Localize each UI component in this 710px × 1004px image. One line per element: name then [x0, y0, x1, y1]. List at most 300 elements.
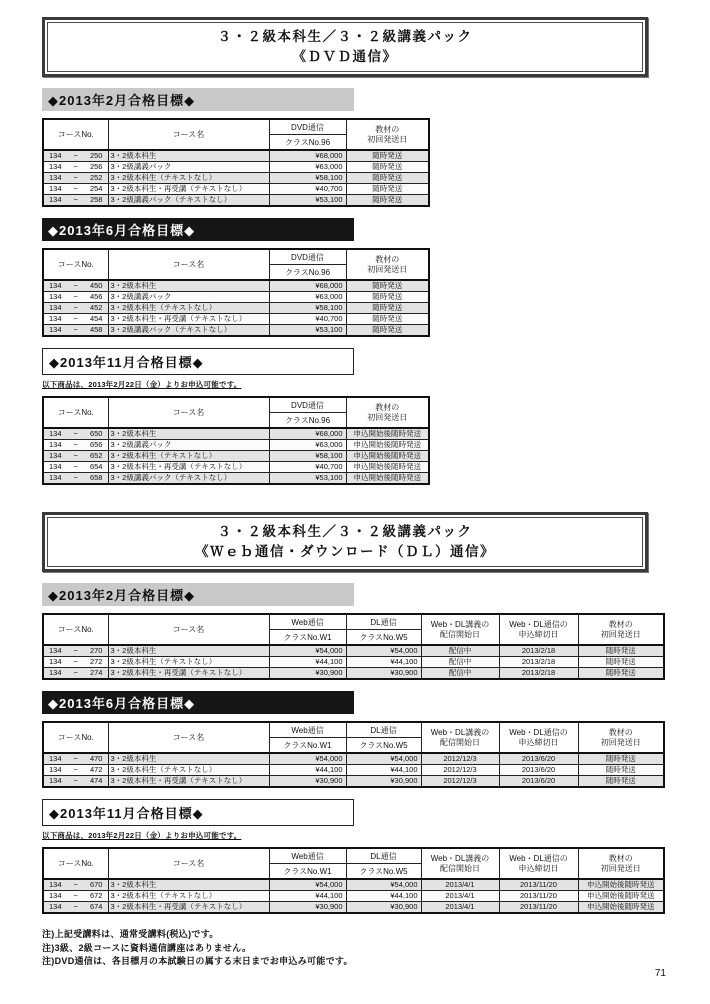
table-wrap: [42, 396, 710, 485]
apply-deadline-cell: 2013/2/18: [499, 645, 578, 657]
web-class-no-header: [269, 738, 346, 754]
header-text: コースNo.: [57, 130, 94, 140]
table-wrap: [42, 721, 710, 788]
shipping-cell: 随時発送: [346, 303, 429, 314]
web-title-inner: [47, 517, 643, 567]
web-price-cell: ¥30,900: [269, 776, 346, 788]
dvd-price-cell: ¥63,000: [269, 292, 346, 303]
dvd_section-table-2: [42, 396, 430, 485]
apply-deadline-cell: 2013/6/20: [499, 753, 578, 765]
web_section-availability-note-2: 以下商品は、2013年2月22日（金）よりお申込可能です。: [42, 831, 242, 841]
course-no-cell: [43, 303, 108, 314]
course-no-text: 134 − 270: [49, 646, 103, 656]
web-price-cell: ¥54,000: [269, 879, 346, 891]
header-text: 教材の: [608, 853, 633, 863]
course-name-cell: 3・2級本科生（テキストなし）: [108, 765, 269, 776]
dl-price-cell: ¥30,900: [346, 668, 421, 680]
footnote-2: 注)DVD通信は、各目標月の本試験日の属する末日までお申込み可能です。: [42, 956, 353, 967]
shipping-header: [578, 614, 664, 645]
shipping-cell: 随時発送: [346, 195, 429, 207]
table-row: [43, 173, 429, 184]
course-no-text: 134 − 650: [49, 429, 103, 439]
course-no-text: 134 − 258: [49, 195, 103, 205]
course-name-cell: 3・2級本科生: [108, 645, 269, 657]
shipping-cell: 随時発送: [346, 184, 429, 195]
stream-start-cell: 2012/12/3: [421, 765, 499, 776]
course-name-cell: 3・2級本科生（テキストなし）: [108, 451, 269, 462]
stream-start-cell: 2013/4/1: [421, 879, 499, 891]
web-price-cell: ¥44,100: [269, 765, 346, 776]
web_section-goal-bar-1: ◆2013年6月合格目標◆: [42, 691, 354, 714]
course-no-text: 134 − 274: [49, 668, 103, 678]
table-row: [43, 303, 429, 314]
dl-price-cell: ¥44,100: [346, 765, 421, 776]
course-name-cell: 3・2級本科生: [108, 280, 269, 292]
web-title-line2: 《Ｗｅｂ通信・ダウンロード（ＤＬ）通信》: [195, 543, 495, 559]
shipping-header: [578, 722, 664, 753]
web-delivery-header: [269, 722, 346, 738]
header-text: クラスNo.W1: [283, 632, 332, 642]
shipping-cell: 随時発送: [346, 325, 429, 337]
dl-price-cell: ¥44,100: [346, 657, 421, 668]
course-no-cell: [43, 473, 108, 485]
header-text: コースNo.: [57, 408, 94, 418]
table-row: [43, 657, 664, 668]
course-name-cell: 3・2級本科生: [108, 879, 269, 891]
class-no-header: [269, 265, 346, 281]
shipping-cell: 随時発送: [578, 645, 664, 657]
header-text: DL通信: [370, 725, 397, 735]
course-no-text: 134 − 450: [49, 281, 103, 291]
course-no-cell: [43, 173, 108, 184]
dl-delivery-header: [346, 614, 421, 630]
dvd-price-cell: ¥68,000: [269, 428, 346, 440]
dvd-price-cell: ¥53,100: [269, 195, 346, 207]
shipping-cell: 随時発送: [578, 753, 664, 765]
table-row: [43, 879, 664, 891]
course-name-cell: 3・2級本科生（テキストなし）: [108, 657, 269, 668]
course-no-text: 134 − 454: [49, 314, 103, 324]
header-row-1: [43, 397, 429, 413]
header-text: Web・DL通信の: [509, 853, 568, 863]
course-name-cell: 3・2級講義パック: [108, 292, 269, 303]
header-text: Web通信: [291, 725, 324, 735]
table-row: [43, 753, 664, 765]
course-no-header: [43, 119, 108, 150]
header-text: コース名: [172, 733, 205, 743]
header-row-1: [43, 249, 429, 265]
course-name-cell: 3・2級本科生（テキストなし）: [108, 303, 269, 314]
web-price-cell: ¥54,000: [269, 753, 346, 765]
header-text: Web通信: [291, 851, 324, 861]
web_section-table-0: [42, 613, 665, 680]
shipping-cell: 随時発送: [578, 776, 664, 788]
course-no-cell: [43, 195, 108, 207]
apply-deadline-cell: 2013/2/18: [499, 668, 578, 680]
apply-deadline-header: [499, 848, 578, 879]
course-name-cell: 3・2級講義パック（テキストなし）: [108, 473, 269, 485]
header-text: DVD通信: [291, 400, 324, 410]
course-name-header: [108, 249, 269, 280]
course-no-text: 134 − 458: [49, 325, 103, 335]
web-title-line1: ３・２級本科生／３・２級講義パック: [217, 524, 473, 540]
course-name-header: [108, 848, 269, 879]
header-text: 初回発送日: [367, 264, 408, 274]
header-text: DVD通信: [291, 252, 324, 262]
course-no-cell: [43, 765, 108, 776]
web-price-cell: ¥44,100: [269, 891, 346, 902]
dvd-price-cell: ¥63,000: [269, 440, 346, 451]
shipping-header: [346, 397, 429, 428]
header-text: Web・DL通信の: [509, 727, 568, 737]
header-text: クラスNo.W1: [283, 740, 332, 750]
dvd-title-line2: 《ＤＶＤ通信》: [292, 48, 398, 64]
header-text: コース名: [172, 625, 205, 635]
header-text: DL通信: [370, 617, 397, 627]
footnote-0: 注)上記受講料は、通常受講料(税込)です。: [42, 929, 219, 940]
table-row: [43, 902, 664, 914]
course-no-cell: [43, 776, 108, 788]
course-no-text: 134 − 470: [49, 754, 103, 764]
stream-start-cell: 配信中: [421, 645, 499, 657]
dvd-price-cell: ¥53,100: [269, 473, 346, 485]
course-name-cell: 3・2級本科生・再受講（テキストなし）: [108, 902, 269, 914]
header-text: クラスNo.W5: [359, 740, 408, 750]
course-name-header: [108, 722, 269, 753]
table-row: [43, 891, 664, 902]
header-text: 配信開始日: [440, 863, 480, 873]
web-price-cell: ¥44,100: [269, 657, 346, 668]
header-text: 初回発送日: [600, 629, 641, 639]
course-no-cell: [43, 325, 108, 337]
course-name-cell: 3・2級本科生: [108, 753, 269, 765]
header-text: 教材の: [608, 619, 633, 629]
dvd-section: [42, 17, 710, 485]
apply-deadline-cell: 2013/11/20: [499, 879, 578, 891]
table-wrap: [42, 613, 710, 680]
web-delivery-header: [269, 614, 346, 630]
dvd_section-goal-bar-1: ◆2013年6月合格目標◆: [42, 218, 354, 241]
course-no-text: 134 − 670: [49, 880, 103, 890]
dvd-price-cell: ¥53,100: [269, 325, 346, 337]
stream-start-header: [421, 722, 499, 753]
course-no-text: 134 − 656: [49, 440, 103, 450]
header-text: クラスNo.96: [284, 415, 331, 425]
dvd-delivery-header: [269, 119, 346, 135]
dvd-delivery-header: [269, 397, 346, 413]
apply-deadline-cell: 2013/2/18: [499, 657, 578, 668]
web_section-goal-bar-2: ◆2013年11月合格目標◆: [42, 799, 354, 826]
course-no-text: 134 − 252: [49, 173, 103, 183]
course-no-text: 134 − 456: [49, 292, 103, 302]
shipping-cell: 随時発送: [346, 173, 429, 184]
course-name-cell: 3・2級本科生: [108, 428, 269, 440]
header-text: クラスNo.W1: [283, 866, 332, 876]
dvd-price-cell: ¥58,100: [269, 303, 346, 314]
shipping-cell: 申込開始後随時発送: [346, 473, 429, 485]
section-gap: [42, 485, 710, 512]
course-name-cell: 3・2級講義パック（テキストなし）: [108, 325, 269, 337]
shipping-cell: 随時発送: [578, 657, 664, 668]
table-row: [43, 184, 429, 195]
footnotes: [42, 928, 710, 969]
header-row-1: [43, 848, 664, 864]
header-text: クラスNo.96: [284, 137, 331, 147]
footnote-1: 注)3級、2級コースに資料通信講座はありません。: [42, 942, 252, 953]
header-text: 教材の: [375, 124, 400, 134]
course-no-cell: [43, 184, 108, 195]
dvd-price-cell: ¥40,700: [269, 462, 346, 473]
course-name-cell: 3・2級本科生・再受講（テキストなし）: [108, 184, 269, 195]
course-name-header: [108, 614, 269, 645]
header-row-1: [43, 614, 664, 630]
shipping-cell: 随時発送: [346, 280, 429, 292]
header-text: コースNo.: [57, 260, 94, 270]
course-no-cell: [43, 891, 108, 902]
dvd-title-box: [42, 17, 648, 77]
header-text: 申込締切日: [518, 629, 559, 639]
course-no-text: 134 − 474: [49, 776, 103, 786]
course-no-text: 134 − 674: [49, 902, 103, 912]
course-no-cell: [43, 162, 108, 173]
shipping-cell: 申込開始後随時発送: [346, 451, 429, 462]
header-text: 初回発送日: [367, 412, 408, 422]
web-section: [42, 512, 710, 914]
course-no-text: 134 − 472: [49, 765, 103, 775]
dvd_section-table-1: [42, 248, 430, 337]
course-no-cell: [43, 902, 108, 914]
header-row-1: [43, 119, 429, 135]
table-row: [43, 765, 664, 776]
header-text: コース名: [172, 408, 205, 418]
table-wrap: [42, 118, 710, 207]
header-text: DVD通信: [291, 122, 324, 132]
web-delivery-header: [269, 848, 346, 864]
dvd-price-cell: ¥58,100: [269, 451, 346, 462]
shipping-cell: 随時発送: [578, 765, 664, 776]
web_section-goal-bar-0: ◆2013年2月合格目標◆: [42, 583, 354, 606]
shipping-cell: 申込開始後随時発送: [346, 462, 429, 473]
course-no-text: 134 − 250: [49, 151, 103, 161]
header-text: 申込締切日: [518, 737, 559, 747]
stream-start-cell: 2012/12/3: [421, 753, 499, 765]
web-price-cell: ¥30,900: [269, 668, 346, 680]
apply-deadline-cell: 2013/6/20: [499, 765, 578, 776]
course-no-text: 134 − 256: [49, 162, 103, 172]
stream-start-header: [421, 848, 499, 879]
web-class-no-header: [269, 630, 346, 646]
page-number: 71: [654, 968, 666, 979]
course-no-text: 134 − 272: [49, 657, 103, 667]
course-name-cell: 3・2級講義パック: [108, 162, 269, 173]
web-price-cell: ¥30,900: [269, 902, 346, 914]
table-row: [43, 451, 429, 462]
table-row: [43, 776, 664, 788]
course-no-text: 134 − 654: [49, 462, 103, 472]
course-no-cell: [43, 879, 108, 891]
web-class-no-header: [269, 864, 346, 880]
table-row: [43, 162, 429, 173]
apply-deadline-header: [499, 614, 578, 645]
dl-price-cell: ¥54,000: [346, 645, 421, 657]
header-text: 教材の: [608, 727, 633, 737]
stream-start-cell: 2013/4/1: [421, 891, 499, 902]
course-name-cell: 3・2級本科生・再受講（テキストなし）: [108, 314, 269, 325]
header-row-1: [43, 722, 664, 738]
shipping-cell: 随時発送: [346, 150, 429, 162]
header-text: コースNo.: [57, 733, 94, 743]
course-no-text: 134 − 452: [49, 303, 103, 313]
header-text: 教材の: [375, 402, 400, 412]
table-row: [43, 645, 664, 657]
course-no-cell: [43, 440, 108, 451]
dl-price-cell: ¥54,000: [346, 879, 421, 891]
class-no-header: [269, 413, 346, 429]
header-text: クラスNo.W5: [359, 632, 408, 642]
apply-deadline-cell: 2013/11/20: [499, 902, 578, 914]
header-text: 配信開始日: [440, 737, 480, 747]
dvd_section-goal-bar-0: ◆2013年2月合格目標◆: [42, 88, 354, 111]
dl-class-no-header: [346, 630, 421, 646]
dl-price-cell: ¥44,100: [346, 891, 421, 902]
course-no-cell: [43, 645, 108, 657]
header-text: コースNo.: [57, 859, 94, 869]
web_section-table-2: [42, 847, 665, 914]
shipping-cell: 随時発送: [346, 314, 429, 325]
table-row: [43, 280, 429, 292]
table-row: [43, 195, 429, 207]
course-name-cell: 3・2級本科生・再受講（テキストなし）: [108, 462, 269, 473]
course-no-text: 134 − 658: [49, 473, 103, 483]
table-row: [43, 428, 429, 440]
table-row: [43, 462, 429, 473]
header-text: クラスNo.96: [284, 267, 331, 277]
apply-deadline-header: [499, 722, 578, 753]
header-text: コース名: [172, 260, 205, 270]
shipping-cell: 申込開始後随時発送: [346, 428, 429, 440]
header-text: コース名: [172, 859, 205, 869]
dl-price-cell: ¥54,000: [346, 753, 421, 765]
table-row: [43, 325, 429, 337]
dl-delivery-header: [346, 848, 421, 864]
shipping-cell: 随時発送: [346, 292, 429, 303]
dl-class-no-header: [346, 738, 421, 754]
shipping-cell: 申込開始後随時発送: [578, 879, 664, 891]
table-wrap: [42, 248, 710, 337]
dvd_section-table-0: [42, 118, 430, 207]
header-text: 申込締切日: [518, 863, 559, 873]
dvd-delivery-header: [269, 249, 346, 265]
course-no-header: [43, 848, 108, 879]
table-wrap: [42, 847, 710, 914]
table-row: [43, 150, 429, 162]
course-no-cell: [43, 428, 108, 440]
course-name-cell: 3・2級本科生（テキストなし）: [108, 173, 269, 184]
table-row: [43, 440, 429, 451]
course-no-cell: [43, 657, 108, 668]
dvd-price-cell: ¥63,000: [269, 162, 346, 173]
stream-start-cell: 2012/12/3: [421, 776, 499, 788]
shipping-cell: 申込開始後随時発送: [578, 902, 664, 914]
header-text: Web・DL講義の: [430, 619, 490, 629]
course-name-cell: 3・2級本科生（テキストなし）: [108, 891, 269, 902]
course-no-cell: [43, 753, 108, 765]
course-no-header: [43, 614, 108, 645]
course-no-cell: [43, 668, 108, 680]
header-text: Web・DL講義の: [430, 727, 490, 737]
web_section-table-1: [42, 721, 665, 788]
course-no-cell: [43, 451, 108, 462]
dvd-title-line1: ３・２級本科生／３・２級講義パック: [217, 29, 473, 44]
shipping-header: [346, 119, 429, 150]
dvd_section-availability-note-2: 以下商品は、2013年2月22日（金）よりお申込可能です。: [42, 380, 242, 390]
shipping-cell: 申込開始後随時発送: [578, 891, 664, 902]
table-row: [43, 668, 664, 680]
header-text: 教材の: [375, 254, 400, 264]
web-price-cell: ¥54,000: [269, 645, 346, 657]
course-name-cell: 3・2級本科生: [108, 150, 269, 162]
header-text: 初回発送日: [600, 737, 641, 747]
dvd-title-inner: [47, 22, 643, 72]
header-text: コース名: [172, 130, 205, 140]
course-name-cell: 3・2級講義パック（テキストなし）: [108, 195, 269, 207]
header-text: クラスNo.W5: [359, 866, 408, 876]
course-no-header: [43, 397, 108, 428]
dvd-price-cell: ¥40,700: [269, 184, 346, 195]
course-no-cell: [43, 280, 108, 292]
apply-deadline-cell: 2013/6/20: [499, 776, 578, 788]
dvd-price-cell: ¥58,100: [269, 173, 346, 184]
header-text: 初回発送日: [367, 134, 408, 144]
header-text: Web・DL講義の: [430, 853, 490, 863]
course-name-cell: 3・2級講義パック: [108, 440, 269, 451]
dl-class-no-header: [346, 864, 421, 880]
apply-deadline-cell: 2013/11/20: [499, 891, 578, 902]
course-name-header: [108, 119, 269, 150]
course-no-header: [43, 722, 108, 753]
stream-start-cell: 配信中: [421, 668, 499, 680]
dvd-price-cell: ¥68,000: [269, 280, 346, 292]
web-title-box: [42, 512, 648, 572]
stream-start-header: [421, 614, 499, 645]
dl-price-cell: ¥30,900: [346, 776, 421, 788]
course-name-header: [108, 397, 269, 428]
table-row: [43, 473, 429, 485]
dvd_section-goal-bar-2: ◆2013年11月合格目標◆: [42, 348, 354, 375]
course-no-cell: [43, 314, 108, 325]
web-subsections: [42, 583, 710, 914]
course-no-text: 134 − 672: [49, 891, 103, 901]
header-text: コースNo.: [57, 625, 94, 635]
course-no-header: [43, 249, 108, 280]
header-text: Web通信: [291, 617, 324, 627]
course-no-cell: [43, 462, 108, 473]
class-no-header: [269, 135, 346, 151]
header-text: DL通信: [370, 851, 397, 861]
shipping-cell: 申込開始後随時発送: [346, 440, 429, 451]
table-row: [43, 314, 429, 325]
course-no-cell: [43, 150, 108, 162]
dl-price-cell: ¥30,900: [346, 902, 421, 914]
stream-start-cell: 2013/4/1: [421, 902, 499, 914]
dvd-price-cell: ¥40,700: [269, 314, 346, 325]
header-text: 配信開始日: [440, 629, 480, 639]
shipping-cell: 随時発送: [346, 162, 429, 173]
course-no-text: 134 − 254: [49, 184, 103, 194]
dl-delivery-header: [346, 722, 421, 738]
shipping-cell: 随時発送: [578, 668, 664, 680]
course-no-cell: [43, 292, 108, 303]
